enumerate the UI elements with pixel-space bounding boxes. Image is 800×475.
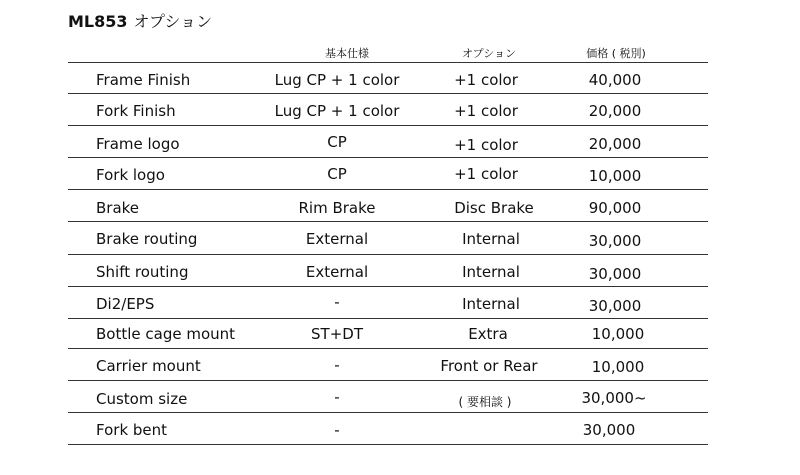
row-divider [68, 412, 708, 413]
row-option: +1 color [454, 102, 518, 120]
row-divider [68, 286, 708, 287]
row-price: 30,000 [588, 265, 642, 283]
model-name: ML853 [68, 12, 128, 31]
row-option: Extra [468, 325, 508, 343]
row-price: 10,000 [591, 358, 645, 376]
table-bottom-rule [68, 444, 708, 445]
row-feature: Di2/EPS [96, 295, 155, 313]
row-option: +1 color [454, 136, 518, 154]
row-standard: - [334, 293, 340, 311]
row-option: Front or Rear [440, 357, 538, 375]
row-price: 30,000 [582, 421, 636, 439]
row-option: ( 要相談 ) [458, 395, 512, 409]
row-divider [68, 221, 708, 222]
row-price: 10,000 [591, 325, 645, 343]
header-price: 価格 ( 税別) [586, 47, 646, 60]
page-title [68, 9, 212, 32]
row-standard: External [305, 263, 369, 281]
row-price: 90,000 [588, 199, 642, 217]
row-price: 30,000~ [581, 389, 647, 407]
row-price: 20,000 [588, 102, 642, 120]
row-divider [68, 189, 708, 190]
row-standard: CP [327, 133, 347, 151]
row-feature: Carrier mount [96, 357, 201, 375]
row-feature: Brake [96, 199, 140, 217]
row-divider [68, 348, 708, 349]
header-option: オプション [461, 47, 517, 60]
row-feature: Brake routing [96, 230, 198, 248]
row-divider [68, 318, 708, 319]
header-standard: 基本仕様 [325, 47, 369, 60]
row-feature: Fork bent [96, 421, 168, 439]
row-feature: Fork logo [96, 166, 165, 184]
row-standard: - [334, 388, 340, 406]
row-standard: ST+DT [311, 325, 363, 343]
row-price: 30,000 [588, 232, 642, 250]
row-divider [68, 157, 708, 158]
row-divider [68, 125, 708, 126]
row-option: Internal [462, 263, 520, 281]
row-option: Internal [462, 230, 520, 248]
row-standard: - [334, 356, 340, 374]
row-standard: Lug CP + 1 color [274, 71, 400, 89]
row-feature: Shift routing [96, 263, 189, 281]
row-option: +1 color [454, 71, 518, 89]
row-feature: Custom size [96, 390, 188, 408]
row-divider [68, 93, 708, 94]
row-feature: Frame logo [96, 135, 180, 153]
row-standard: Lug CP + 1 color [274, 102, 400, 120]
row-price: 40,000 [588, 71, 642, 89]
row-standard: Rim Brake [298, 199, 376, 217]
row-price: 30,000 [588, 297, 642, 315]
row-divider [68, 254, 708, 255]
row-feature: Fork Finish [96, 102, 176, 120]
row-standard: - [334, 421, 340, 439]
table-top-rule [68, 62, 708, 63]
row-price: 20,000 [588, 135, 642, 153]
row-price: 10,000 [588, 167, 642, 185]
row-feature: Bottle cage mount [96, 325, 236, 343]
title-suffix: オプション [133, 12, 213, 31]
row-feature: Frame Finish [96, 71, 191, 89]
row-divider [68, 380, 708, 381]
row-option: Internal [462, 295, 520, 313]
row-standard: CP [327, 165, 347, 183]
row-option: Disc Brake [454, 199, 534, 217]
row-option: +1 color [454, 165, 518, 183]
row-standard: External [305, 230, 369, 248]
